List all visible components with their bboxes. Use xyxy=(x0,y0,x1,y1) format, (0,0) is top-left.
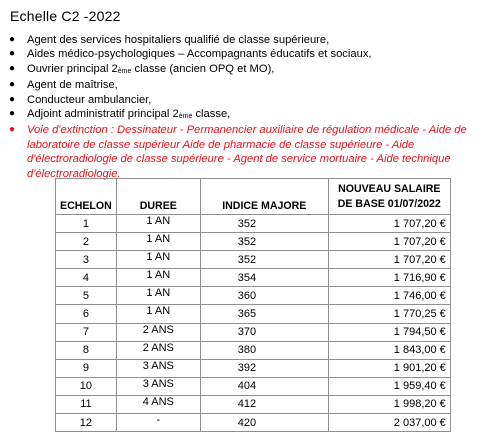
echelon-cell: 9 xyxy=(56,359,117,377)
echelon-cell: 5 xyxy=(56,287,117,305)
grade-list xyxy=(6,33,490,181)
salaire-cell: 1 746,00 € xyxy=(328,287,450,305)
duree-cell: 4 ANS xyxy=(116,395,200,413)
table-row xyxy=(56,395,451,413)
salaire-cell: 2 037,00 € xyxy=(328,414,450,432)
table-header-row xyxy=(56,179,451,215)
echelon-cell: 1 xyxy=(56,215,117,233)
echelon-cell: 12 xyxy=(56,414,117,432)
list-item-text: Aides médico-psychologiques – Accompagnants éducatifs et sociaux, xyxy=(27,48,372,61)
salaire-cell: 1 901,20 € xyxy=(328,359,450,377)
echelon-cell: 8 xyxy=(56,341,117,359)
list-item-text-part: Adjoint administratif principal 2 xyxy=(27,108,179,121)
list-item xyxy=(6,107,490,123)
list-item-text: Agent des services hospitaliers qualifié de classe supérieure, xyxy=(27,34,330,46)
list-item-extinction xyxy=(6,123,490,181)
indice-cell: 360 xyxy=(200,287,328,305)
duree-cell: 2 ANS xyxy=(116,341,200,359)
table-row xyxy=(56,341,451,359)
list-item-text-part: classe (ancien OPQ et MO), xyxy=(131,62,275,75)
document-title: Echelle C2 -2022 xyxy=(10,8,121,24)
table-row xyxy=(56,323,451,341)
list-item xyxy=(6,62,490,78)
list-item-text-part: Ouvrier principal 2 xyxy=(27,62,118,75)
salaire-cell: 1 716,90 € xyxy=(328,269,450,287)
duree-cell: 3 ANS xyxy=(116,359,200,377)
salaire-cell: 1 707,20 € xyxy=(328,215,450,233)
salaire-cell: 1 794,50 € xyxy=(328,323,450,341)
bullet-icon: ● xyxy=(8,124,16,136)
table-row xyxy=(56,414,451,432)
column-header-indice: INDICE MAJORE xyxy=(200,179,328,215)
duree-cell: 2 ANS xyxy=(116,323,200,341)
indice-cell: 370 xyxy=(200,323,328,341)
table-row xyxy=(56,305,451,323)
salaire-cell: 1 998,20 € xyxy=(328,395,450,413)
indice-cell: 352 xyxy=(200,251,328,269)
echelon-cell: 4 xyxy=(56,269,117,287)
salaire-cell: 1 707,20 € xyxy=(328,251,450,269)
column-header-duree: DUREE xyxy=(116,179,200,215)
echelon-cell: 2 xyxy=(56,233,117,251)
duree-cell: 3 ANS xyxy=(116,377,200,395)
table-row xyxy=(56,359,451,377)
table-row xyxy=(56,251,451,269)
list-item xyxy=(6,47,490,61)
duree-cell: 1 AN xyxy=(116,269,200,287)
salaire-cell: 1 959,40 € xyxy=(328,377,450,395)
indice-cell: 365 xyxy=(200,305,328,323)
salary-table xyxy=(55,178,451,432)
bullet-icon: ● xyxy=(8,34,16,45)
bullet-icon: ● xyxy=(8,108,16,120)
column-header-echelon: ECHELON xyxy=(56,179,117,215)
list-item xyxy=(6,93,490,107)
salaire-cell: 1 707,20 € xyxy=(328,233,450,251)
echelon-cell: 10 xyxy=(56,377,117,395)
list-item-text: Voie d'extinction : Dessinateur - Permanencier auxiliaire de régulation médicale - Aide de laboratoire de classe supérieur Aide de pharmacie de classe supérieure - Aide d'électroradiologie de classe supérieure - Agent de service mortuaire - Aide technique d'électroradiologie. xyxy=(27,124,467,180)
bullet-icon: ● xyxy=(8,48,16,60)
table-body xyxy=(56,215,451,432)
duree-cell: 1 AN xyxy=(116,287,200,305)
indice-cell: 404 xyxy=(200,377,328,395)
list-item-text: Conducteur ambulancier, xyxy=(27,93,152,106)
indice-cell: 354 xyxy=(200,269,328,287)
echelon-cell: 6 xyxy=(56,305,117,323)
table-row xyxy=(56,269,451,287)
list-item-text: Agent de maîtrise, xyxy=(27,79,118,92)
bullet-icon: ● xyxy=(8,62,16,74)
table-row xyxy=(56,215,451,233)
list-item-text-part: classe, xyxy=(192,108,231,121)
salaire-cell: 1 843,00 € xyxy=(328,341,450,359)
echelon-cell: 11 xyxy=(56,395,117,413)
echelon-cell: 7 xyxy=(56,323,117,341)
indice-cell: 352 xyxy=(200,233,328,251)
table-row xyxy=(56,377,451,395)
list-item xyxy=(6,78,490,92)
salaire-cell: 1 770,25 € xyxy=(328,305,450,323)
ordinal-suffix: ème xyxy=(117,67,132,75)
indice-cell: 380 xyxy=(200,341,328,359)
duree-cell: 1 AN xyxy=(116,251,200,269)
duree-cell: - xyxy=(116,414,200,432)
column-header-salaire: NOUVEAU SALAIRE DE BASE 01/07/2022 xyxy=(328,179,450,215)
bullet-icon: ● xyxy=(8,79,16,91)
bullet-icon: ● xyxy=(8,93,16,105)
duree-cell: 1 AN xyxy=(116,215,200,233)
indice-cell: 392 xyxy=(200,359,328,377)
duree-cell: 1 AN xyxy=(116,233,200,251)
table-row xyxy=(56,287,451,305)
ordinal-suffix: ème xyxy=(178,113,193,121)
echelon-cell: 3 xyxy=(56,251,117,269)
indice-cell: 420 xyxy=(200,414,328,432)
table-row xyxy=(56,233,451,251)
indice-cell: 352 xyxy=(200,215,328,233)
indice-cell: 412 xyxy=(200,395,328,413)
list-item xyxy=(6,33,490,47)
duree-cell: 1 AN xyxy=(116,305,200,323)
